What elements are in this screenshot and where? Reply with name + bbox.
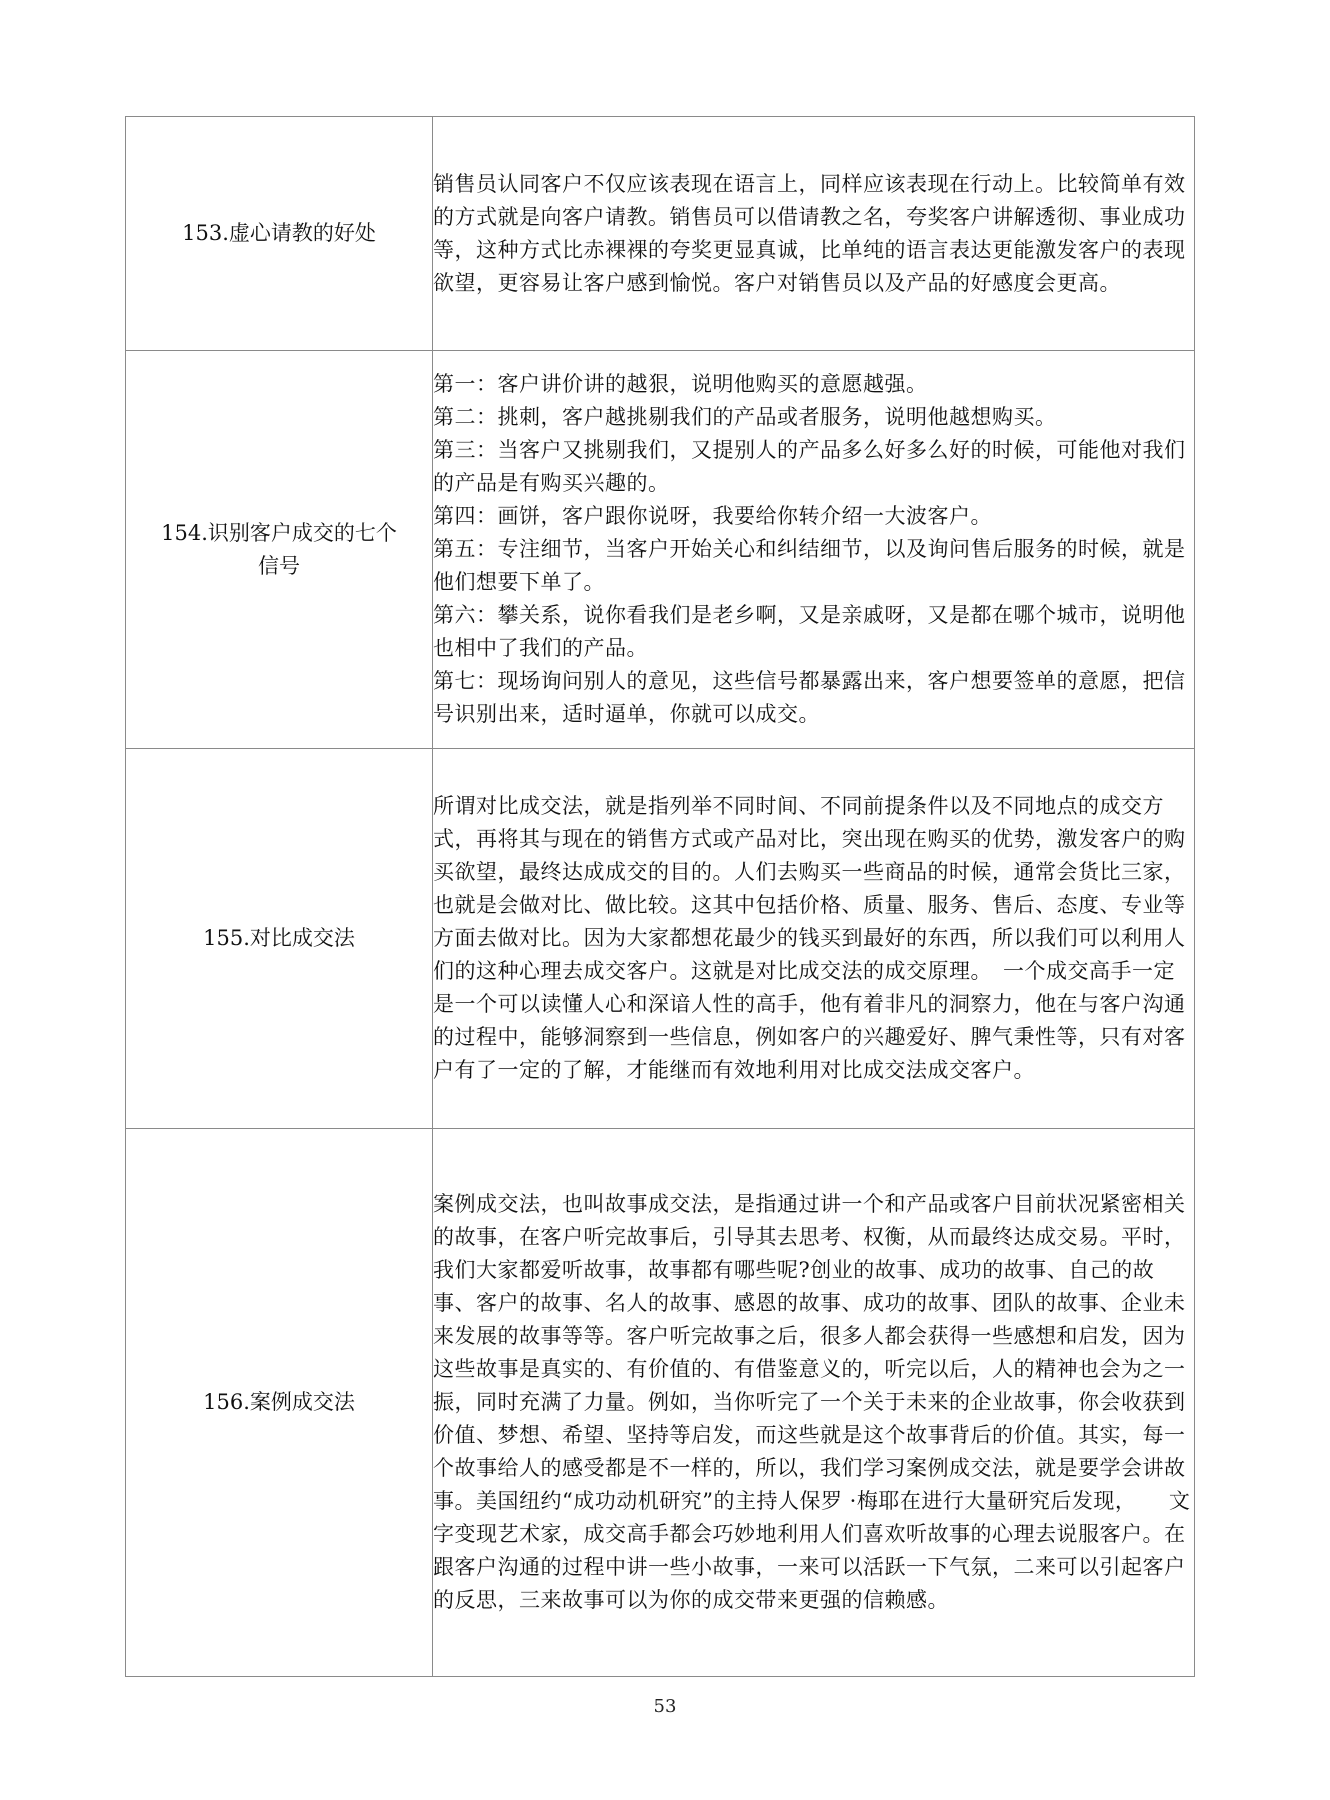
row-title: 153.虚心请教的好处	[182, 221, 376, 245]
signal-item-1: 第一：客户讲价讲的越狠，说明他购买的意愿越强。	[433, 372, 928, 396]
signal-item-4: 第四：画饼，客户跟你说呀，我要给你转介绍一大波客户。	[433, 504, 992, 528]
row-body-cell	[433, 1129, 1195, 1677]
signal-item-7: 第七：现场询问别人的意见，这些信号都暴露出来，客户想要签单的意愿，把信号识别出来，适时逼单，你就可以成交。	[433, 669, 1186, 726]
row-title: 154.识别客户成交的七个信号	[161, 520, 397, 578]
row-title: 155.对比成交法	[203, 926, 355, 950]
row-body-text: 所谓对比成交法，就是指列举不同时间、不同前提条件以及不同地点的成交方式，再将其与现在的销售方式或产品对比，突出现在购买的优势，激发客户的购买欲望，最终达成成交的目的。人们去购买一些商品的时候，通常会货比三家，也就是会做对比、做比较。这其中包括价格、质量、服务、售后、态度、专业等方面去做对比。因为大家都想花最少的钱买到最好的东西，所以我们可以利用人们的这种心理去成交客户。这就是对比成交法的成交原理。 一个成交高手一定是一个可以读懂人心和深谙人性的高手，他有着非凡的洞察力，他在与客户沟通的过程中，能够洞察到一些信息，例如客户的兴趣爱好、脾气秉性等，只有对客户有了一定的了解，才能继而有效地利用对比成交法成交客户。	[433, 794, 1186, 1082]
table-row	[126, 1129, 1195, 1677]
row-title-cell	[126, 117, 433, 351]
row-body-text: 销售员认同客户不仅应该表现在语言上，同样应该表现在行动上。比较简单有效的方式就是向客户请教。销售员可以借请教之名，夸奖客户讲解透彻、事业成功等，这种方式比赤裸裸的夸奖更显真诚，比单纯的语言表达更能激发客户的表现欲望，更容易让客户感到愉悦。客户对销售员以及产品的好感度会更高。	[433, 171, 1186, 295]
table-row	[126, 351, 1195, 749]
row-body-cell	[433, 749, 1195, 1129]
row-title-cell	[126, 749, 433, 1129]
table-row	[126, 749, 1195, 1129]
row-body-text: 案例成交法，也叫故事成交法，是指通过讲一个和产品或客户目前状况紧密相关的故事，在客户听完故事后，引导其去思考、权衡，从而最终达成交易。平时，我们大家都爱听故事，故事都有哪些呢?创业的故事、成功的故事、自己的故事、客户的故事、名人的故事、感恩的故事、成功的故事、团队的故事、企业未来发展的故事等等。客户听完故事之后，很多人都会获得一些感想和启发，因为这些故事是真实的、有价值的、有借鉴意义的，听完以后，人的精神也会为之一振，同时充满了力量。例如，当你听完了一个关于未来的企业故事，你会收获到价值、梦想、希望、坚持等启发，而这些就是这个故事背后的价值。其实，每一个故事给人的感受都是不一样的，所以，我们学习案例成交法，就是要学会讲故事。美国纽约“成功动机研究”的主持人保罗 ·梅耶在进行大量研究后发现， 文字变现艺术家，成交高手都会巧妙地利用人们喜欢听故事的心理去说服客户。在跟客户沟通的过程中讲一些小故事，一来可以活跃一下气氛，二来可以引起客户的反思，三来故事可以为你的成交带来更强的信赖感。	[433, 1192, 1191, 1612]
row-title: 156.案例成交法	[203, 1390, 355, 1414]
table-row	[126, 117, 1195, 351]
row-body-cell	[433, 351, 1195, 749]
signal-item-5: 第五：专注细节，当客户开始关心和纠结细节，以及询问售后服务的时候，就是他们想要下单了。	[433, 537, 1186, 594]
page-number: 53	[653, 1696, 677, 1717]
content-table	[125, 116, 1195, 1677]
row-title-cell	[126, 1129, 433, 1677]
row-title-cell	[126, 351, 433, 749]
signal-item-3: 第三：当客户又挑剔我们，又提别人的产品多么好多么好的时候，可能他对我们的产品是有购买兴趣的。	[433, 438, 1186, 495]
signal-item-2: 第二：挑刺，客户越挑剔我们的产品或者服务，说明他越想购买。	[433, 405, 1057, 429]
signal-item-6: 第六：攀关系，说你看我们是老乡啊，又是亲戚呀，又是都在哪个城市，说明他也相中了我们的产品。	[433, 603, 1186, 660]
row-body-cell	[433, 117, 1195, 351]
